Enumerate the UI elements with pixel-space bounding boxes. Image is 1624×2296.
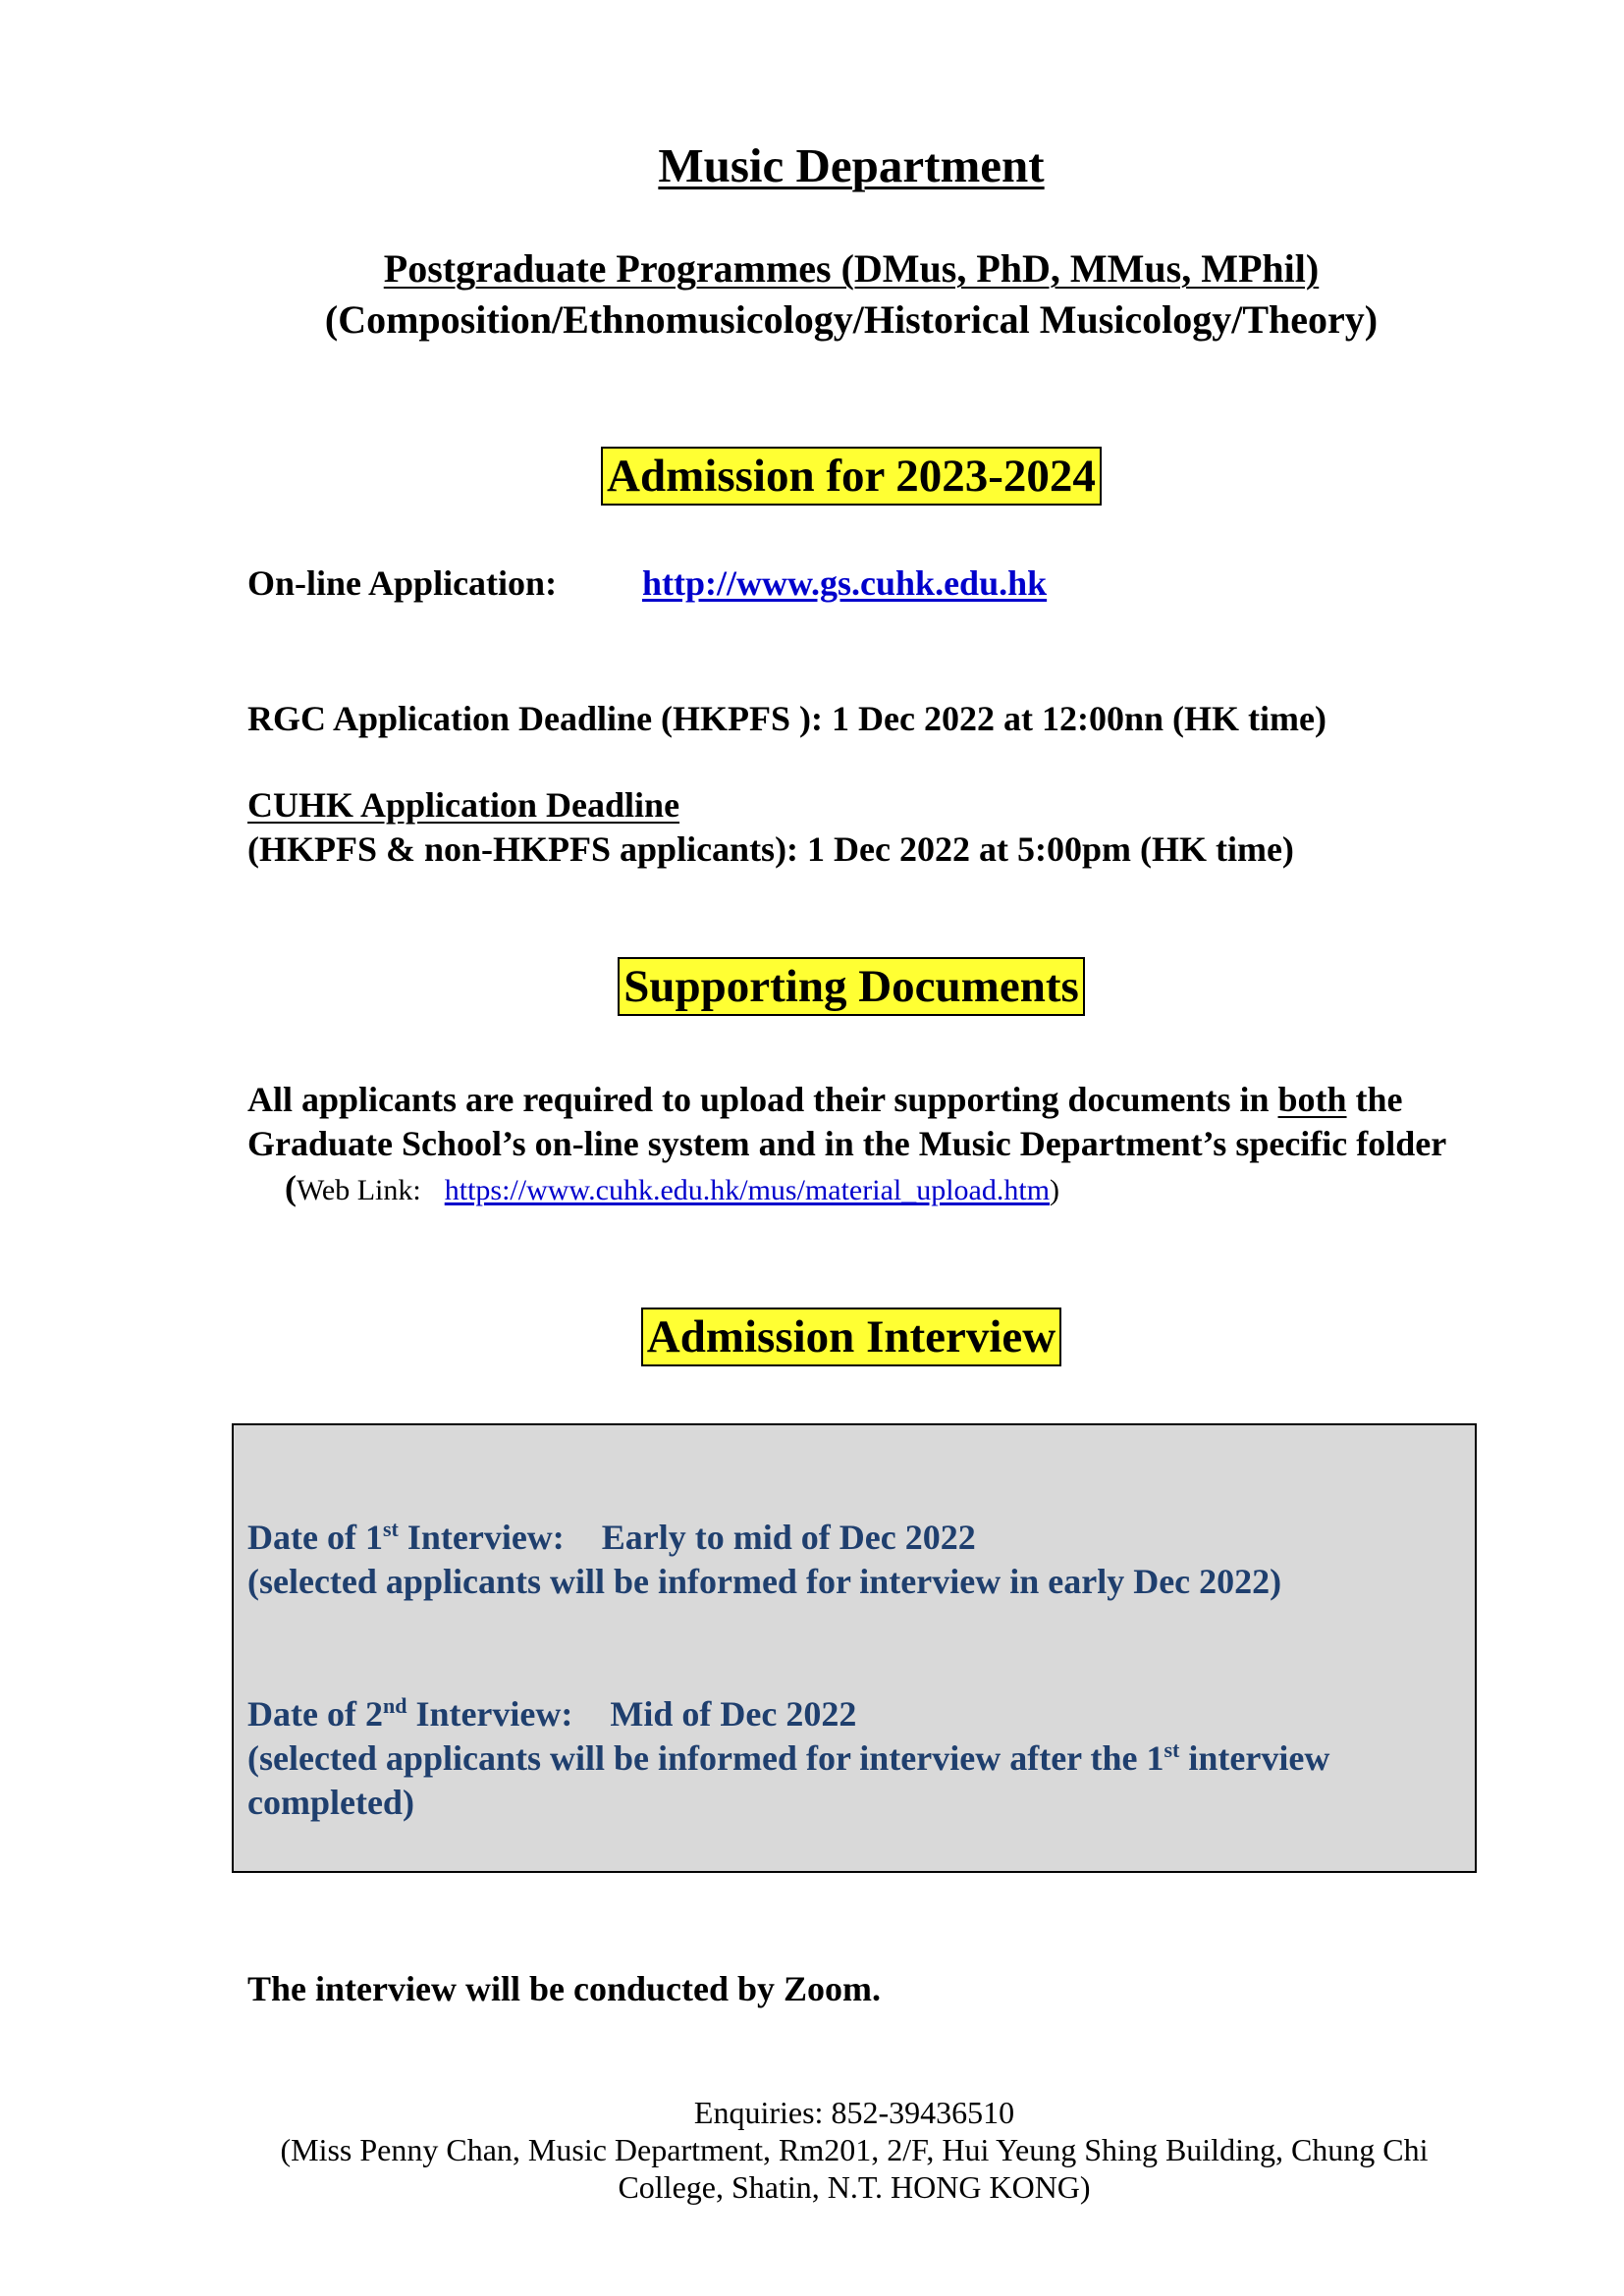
department-title [39,137,1624,193]
admission-heading-wrap [39,447,1624,506]
first-interview-date: Early to mid of Dec 2022 [601,1518,976,1557]
supporting-heading-wrap [39,957,1624,1016]
supporting-text-before: All applicants are required to upload their supporting documents in [247,1080,1278,1119]
first-interview [247,1516,1281,1604]
cuhk-deadline-title: CUHK Application Deadline [247,785,680,825]
weblink-label: Web Link: [297,1174,421,1206]
supporting-instructions [247,1078,1475,1212]
first-interview-sup: st [382,1517,399,1541]
supporting-text-emphasis: both [1277,1080,1347,1119]
weblink [297,1174,1059,1206]
first-interview-label-suffix: Interview: [398,1518,565,1557]
second-interview-note-after: interview completed) [247,1738,1330,1822]
supporting-paren-open: ( [285,1168,297,1207]
weblink-url[interactable]: https://www.cuhk.edu.hk/mus/material_upload.htm [444,1174,1051,1206]
cuhk-deadline [247,783,1294,872]
second-interview [247,1692,1455,1825]
online-application-link[interactable]: http://www.gs.cuhk.edu.hk [642,563,1048,603]
interview-heading: Admission Interview [641,1308,1061,1366]
rgc-deadline: RGC Application Deadline (HKPFS ): 1 Dec 2022 at 12:00nn (HK time) [247,699,1326,738]
online-application-label: On-line Application: [247,563,558,603]
second-interview-note-sup: st [1164,1737,1180,1762]
supporting-heading: Supporting Documents [618,957,1085,1016]
second-interview-date: Mid of Dec 2022 [610,1694,857,1734]
programmes-title [39,245,1624,292]
supporting-paren-close: ) [1050,1174,1060,1206]
programme-areas: (Composition/Ethnomusicology/Historical Musicology/Theory) [324,297,1379,342]
footer-contact [255,2094,1453,2206]
second-interview-line [247,1692,1455,1736]
department-title-text: Music Department [658,138,1045,192]
supporting-text-after: the Graduate School’s on-line system and in the Music Department’s specific folder [247,1080,1447,1163]
first-interview-prefix: Date of 1 [247,1518,383,1557]
interview-heading-wrap [39,1308,1624,1366]
admission-heading: Admission for 2023-2024 [601,447,1102,506]
second-interview-prefix: Date of 2 [247,1694,383,1734]
cuhk-deadline-detail: (HKPFS & non-HKPFS applicants): 1 Dec 2022 at 5:00pm (HK time) [247,829,1294,869]
second-interview-note-before: (selected applicants will be informed for interview after the 1 [247,1738,1164,1778]
first-interview-line [247,1516,1281,1560]
contact-address: (Miss Penny Chan, Music Department, Rm201, 2/F, Hui Yeung Shing Building, Chung Chi College, Shatin, N.T. HONG KONG) [280,2132,1429,2205]
programmes-title-text: Postgraduate Programmes (DMus, PhD, MMus, MPhil) [383,246,1320,291]
second-interview-note [247,1736,1455,1825]
interview-schedule-box [232,1423,1477,1873]
first-interview-note: (selected applicants will be informed for interview in early Dec 2022) [247,1562,1282,1601]
online-application-line [247,561,1047,606]
interview-format: The interview will be conducted by Zoom. [247,1969,881,2008]
enquiries-line: Enquiries: 852-39436510 [693,2095,1015,2130]
second-interview-label-suffix: Interview: [406,1694,573,1734]
second-interview-sup: nd [382,1693,407,1718]
